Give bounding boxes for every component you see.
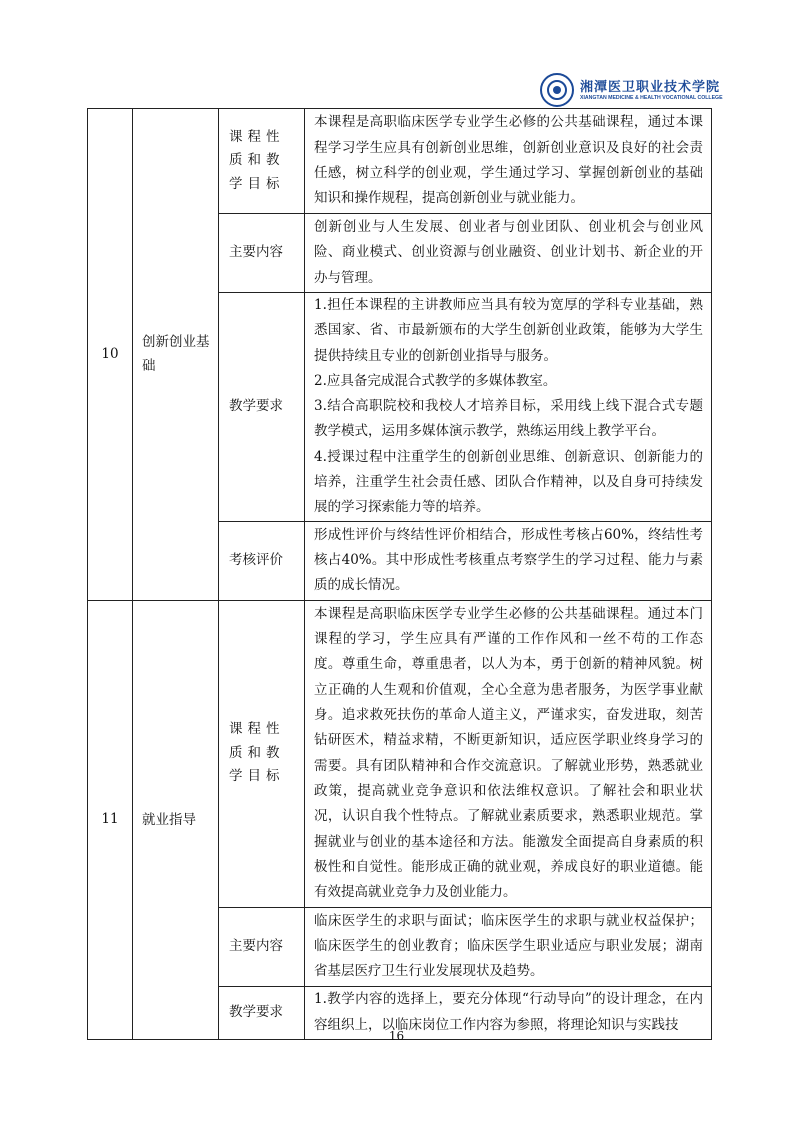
content-label: 主要内容: [219, 907, 305, 986]
requirement-item: 2.应具备完成混合式教学的多媒体教室。: [314, 372, 557, 389]
logo-cn-text: 湘潭医卫职业技术学院: [580, 80, 721, 95]
course-table: [87, 108, 712, 1040]
page-number: 16: [388, 1029, 405, 1043]
requirement-item: 4.授课过程中注重学生的创新创业思维、创新意识、创新能力的培养，注重学生社会责任感、团队合作精神，以及自身可持续发展的学习探索能力等的培养。: [314, 448, 703, 516]
course-number: 11: [88, 600, 133, 1039]
table-row: [88, 600, 712, 907]
college-seal-icon: [540, 73, 574, 107]
objective-label: 课程性质和教学目标: [219, 600, 305, 907]
content-text: 创新创业与人生发展、创业者与创业团队、创业机会与创业风险、商业模式、创业资源与创业融资、创业计划书、新企业的开办与管理。: [305, 214, 712, 293]
assessment-text: 形成性评价与终结性评价相结合，形成性考核占60%，终结性考核占40%。其中形成性考核重点考察学生的学习过程、能力与素质的成长情况。: [305, 521, 712, 600]
requirement-label: 教学要求: [219, 293, 305, 522]
requirement-item: 3.结合高职院校和我校人才培养目标，采用线上线下混合式专题教学模式，运用多媒体演示教学，熟练运用线上教学平台。: [314, 398, 703, 440]
course-name: 就业指导: [133, 600, 219, 1039]
content-label: 主要内容: [219, 214, 305, 293]
requirement-list: [305, 293, 712, 522]
requirement-label: 教学要求: [219, 986, 305, 1039]
course-number: 10: [88, 109, 133, 601]
content-text: 临床医学生的求职与面试；临床医学生的求职与就业权益保护；临床医学生的创业教育；临床医学生职业适应与职业发展；湖南省基层医疗卫生行业发展现状及趋势。: [305, 907, 712, 986]
requirement-text: 1.教学内容的选择上，要充分体现“行动导向”的设计理念，在内容组织上，以临床岗位工作内容为参照，将理论知识与实践技: [305, 986, 712, 1039]
logo-en-text: XIANGTAN MEDICINE & HEALTH VOCATIONAL COLLEGE: [580, 95, 723, 101]
objective-text: 本课程是高职临床医学专业学生必修的公共基础课程。通过本门课程的学习，学生应具有严谨的工作作风和一丝不苟的工作态度。尊重生命，尊重患者，以人为本，勇于创新的精神风貌。树立正确的人生观和价值观，全心全意为患者服务，为医学事业献身。追求救死扶伤的革命人道主义，严谨求实，奋发进取，刻苦钻研医术，精益求精，不断更新知识，适应医学职业终身学习的需要。具有团队精神和合作交流意识。了解就业形势，熟悉就业政策，提高就业竞争意识和依法维权意识。了解社会和职业状况，认识自我个性特点。了解就业素质要求，熟悉职业规范。掌握就业与创业的基本途径和方法。能激发全面提高自身素质的积极性和自觉性。能形成正确的就业观，养成良好的职业道德。能有效提高就业竞争力及创业能力。: [305, 600, 712, 907]
table-row: [88, 109, 712, 214]
requirement-item: 1.担任本课程的主讲教师应当具有较为宽厚的学科专业基础，熟悉国家、省、市最新颁布的大学生创新创业政策，能够为大学生提供持续且专业的创新创业指导与服务。: [314, 297, 703, 364]
college-logo: [540, 73, 723, 111]
objective-label: 课程性质和教学目标: [219, 109, 305, 214]
assessment-label: 考核评价: [219, 521, 305, 600]
course-name: 创新创业基础: [133, 109, 219, 601]
objective-text: 本课程是高职临床医学专业学生必修的公共基础课程，通过本课程学习学生应具有创新创业思维，创新创业意识及良好的社会责任感，树立科学的创业观，学生通过学习、掌握创新创业的基础知识和操作规程，提高创新创业与就业能力。: [305, 109, 712, 214]
